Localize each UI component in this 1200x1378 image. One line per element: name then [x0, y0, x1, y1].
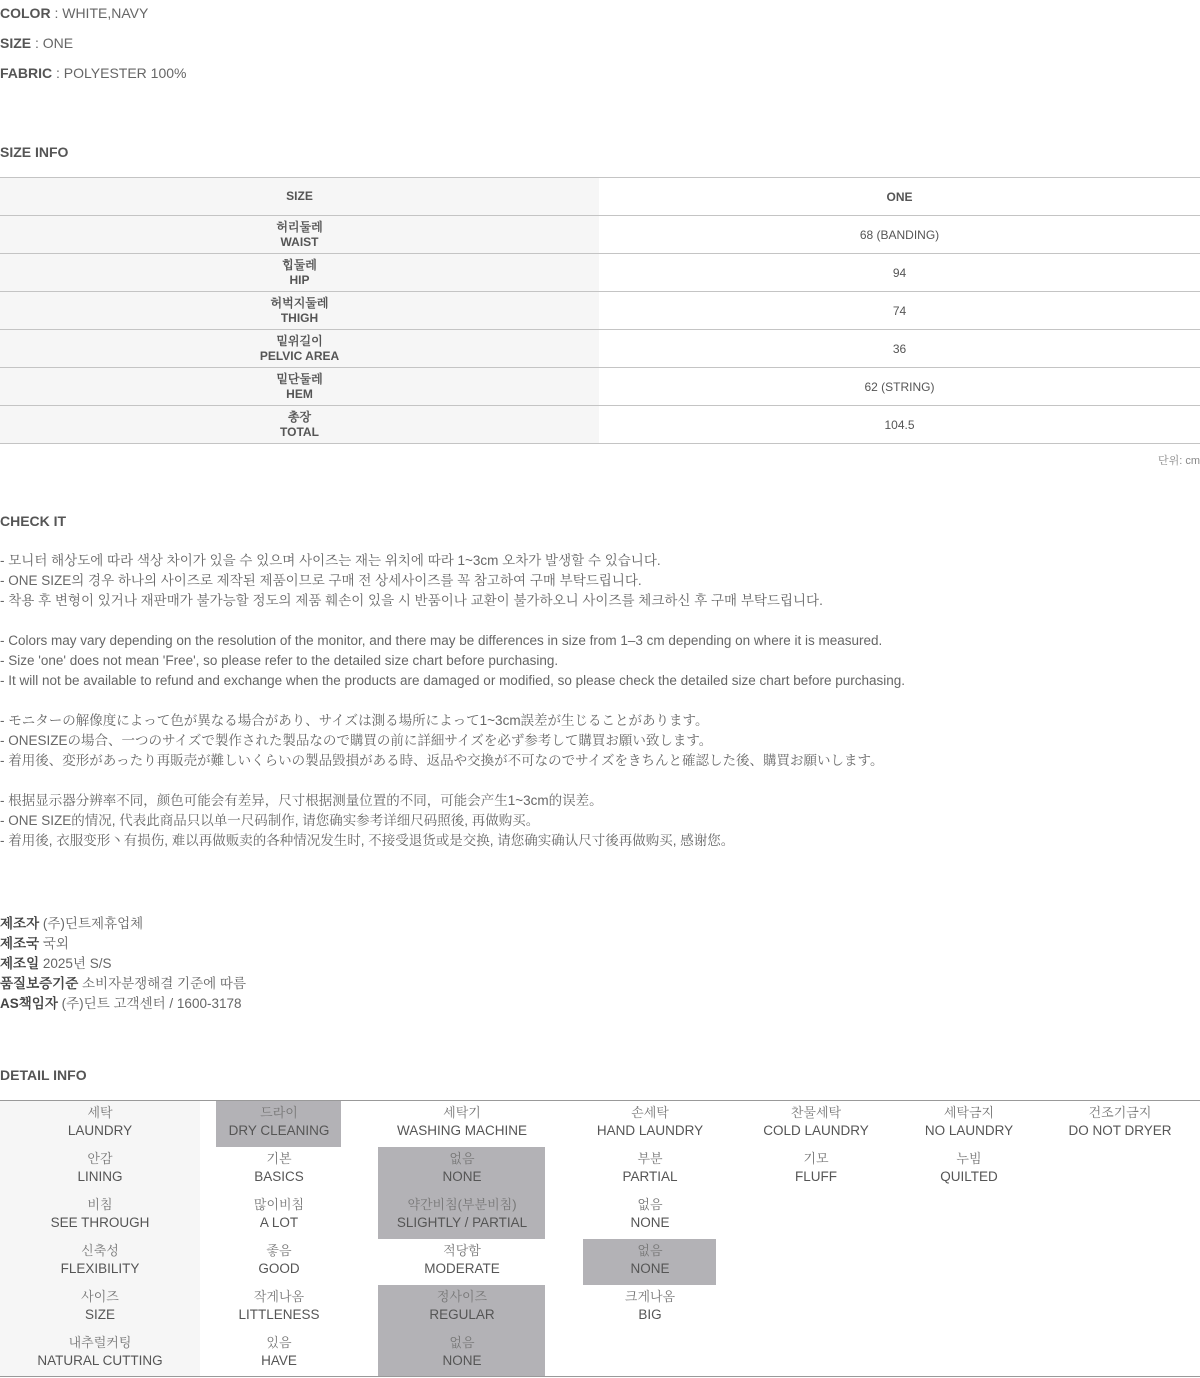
option-good: 좋음 GOOD: [258, 1243, 300, 1276]
check-line: - ONE SIZE의 경우 하나의 사이즈로 제작된 제품이므로 구매 전 상세사이즈를 꼭 참고하여 구매 부탁드립니다.: [0, 573, 642, 588]
size-row-value: 36: [599, 330, 1200, 368]
check-line: - モニターの解像度によって色が異なる場合があり、サイズは測る場所によって1~3cm誤差が生じることがあります。: [0, 713, 709, 728]
detail-info-title: DETAIL INFO: [0, 1067, 87, 1083]
spec-size: SIZE : ONE: [0, 35, 74, 51]
check-line: - 着用後、変形があったり再販売が難しいくらいの製品毀損がある時、返品や交換が不可なのでサイズをきちんと確認した後、購買お願いします。: [0, 753, 884, 768]
size-row-label: 밑단둘레 HEM: [0, 368, 599, 406]
size-row-label: 허리둘레 WAIST: [0, 216, 599, 254]
detail-label-natural-cutting: 내추럴커팅 NATURAL CUTTING: [37, 1335, 163, 1368]
check-notes-zh: [0, 791, 734, 851]
table-row: [0, 330, 1200, 368]
check-line: - 着用後, 衣服变形丶有损伤, 难以再做贩卖的各种情况发生时, 不接受退货或是交换, 请您确实确认尺寸後再做购买, 感谢您。: [0, 833, 735, 848]
option-no-laundry: 세탁금지 NO LAUNDRY: [924, 1105, 1014, 1138]
option-a-lot: 많이비침 A LOT: [253, 1197, 305, 1230]
option-natural-cutting-none: 없음 NONE: [442, 1335, 482, 1368]
option-cold-laundry: 찬물세탁 COLD LAUNDRY: [763, 1105, 869, 1138]
check-line: - 착용 후 변형이 있거나 재판매가 불가능할 정도의 제품 훼손이 있을 시 반품이나 교환이 불가하오니 사이즈를 체크하신 후 구매 부탁드립니다.: [0, 593, 823, 608]
table-row: [0, 292, 1200, 330]
size-table-header: [0, 178, 1200, 216]
size-row-label: 힙둘레 HIP: [0, 254, 599, 292]
option-regular: 정사이즈 REGULAR: [429, 1289, 495, 1322]
option-fluff: 기모 FLUFF: [795, 1151, 837, 1184]
maker-country: 제조국 국외: [0, 936, 69, 951]
check-line: - 根据显示器分辨率不同，颜色可能会有差异，尺寸根据测量位置的不同，可能会产生1~3cm的误差。: [0, 793, 603, 808]
check-line: - ONE SIZE的情况, 代表此商品只以单一尺码制作, 请您确实参考详细尺码照後, 再做购买。: [0, 813, 540, 828]
maker-date: 제조일 2025년 S/S: [0, 956, 112, 971]
maker-as: AS책임자 (주)딘트 고객센터 / 1600-3178: [0, 996, 242, 1011]
size-row-label: 밑위길이 PELVIC AREA: [0, 330, 599, 368]
spec-fabric: FABRIC : POLYESTER 100%: [0, 65, 187, 81]
table-row: [0, 406, 1200, 444]
maker-quality: 품질보증기준 소비자분쟁해결 기준에 따름: [0, 976, 246, 991]
check-line: - It will not be available to refund and exchange when the products are damaged or modified, so please check the detailed size chart before purchasing.: [0, 673, 906, 688]
detail-label-see-through: 비침 SEE THROUGH: [50, 1197, 150, 1230]
detail-label-lining: 안감 LINING: [77, 1151, 123, 1184]
table-row: [0, 368, 1200, 406]
option-littleness: 작게나옴 LITTLENESS: [238, 1289, 320, 1322]
option-see-through-none: 없음 NONE: [630, 1197, 670, 1230]
option-have: 있음 HAVE: [261, 1335, 297, 1368]
check-notes-ko: [0, 551, 823, 611]
size-row-value: 74: [599, 292, 1200, 330]
detail-label-laundry: 세탁 LAUNDRY: [67, 1105, 133, 1138]
option-washing-machine: 세탁기 WASHING MACHINE: [396, 1105, 528, 1138]
option-big: 크게나옴 BIG: [624, 1289, 676, 1322]
spec-color: COLOR : WHITE,NAVY: [0, 5, 149, 21]
table-row: [0, 254, 1200, 292]
check-notes-ja: [0, 711, 883, 771]
check-line: - ONESIZEの場合、一つのサイズで製作された製品なので購買の前に詳細サイズを必ず参考して購買お願い致します。: [0, 733, 713, 748]
size-row-value: 104.5: [599, 406, 1200, 444]
size-row-value: 94: [599, 254, 1200, 292]
option-do-not-dryer: 건조기금지 DO NOT DRYER: [1068, 1105, 1172, 1138]
option-moderate: 적당함 MODERATE: [424, 1243, 500, 1276]
option-hand-laundry: 손세탁 HAND LAUNDRY: [596, 1105, 704, 1138]
option-flexibility-none: 없음 NONE: [630, 1243, 670, 1276]
option-quilted: 누빔 QUILTED: [940, 1151, 998, 1184]
option-partial: 부분 PARTIAL: [622, 1151, 678, 1184]
table-row: [0, 216, 1200, 254]
check-it-title: CHECK IT: [0, 513, 67, 529]
size-row-value: 62 (STRING): [599, 368, 1200, 406]
maker-manufacturer: 제조자 (주)딘트제휴업체: [0, 916, 144, 931]
size-header-value: ONE: [599, 178, 1200, 216]
option-lining-none: 없음 NONE: [442, 1151, 482, 1184]
check-line: - Colors may vary depending on the resolution of the monitor, and there may be differences in size from 1–3 cm depending on where it is measured.: [0, 633, 883, 648]
detail-label-size: 사이즈 SIZE: [81, 1289, 119, 1322]
check-line: - Size 'one' does not mean 'Free', so please refer to the detailed size chart before purchasing.: [0, 653, 559, 668]
check-notes-en: [0, 631, 905, 691]
size-row-label: 허벅지둘레 THIGH: [0, 292, 599, 330]
option-basics: 기본 BASICS: [254, 1151, 304, 1184]
size-table: [0, 177, 1200, 444]
detail-label-flexibility: 신축성 FLEXIBILITY: [60, 1243, 140, 1276]
check-line: - 모니터 해상도에 따라 색상 차이가 있을 수 있으며 사이즈는 재는 위치에 따라 1~3cm 오차가 발생할 수 있습니다.: [0, 553, 661, 568]
unit-note: 단위: cm: [1157, 455, 1200, 467]
size-info-title: SIZE INFO: [0, 144, 69, 160]
size-row-value: 68 (BANDING): [599, 216, 1200, 254]
size-header-label: SIZE: [0, 178, 599, 216]
divider: [0, 1376, 1200, 1377]
option-dry-cleaning: 드라이 DRY CLEANING: [228, 1105, 330, 1138]
option-slightly-partial: 약간비침(부분비침) SLIGHTLY / PARTIAL: [396, 1197, 528, 1230]
size-row-label: 총장 TOTAL: [0, 406, 599, 444]
